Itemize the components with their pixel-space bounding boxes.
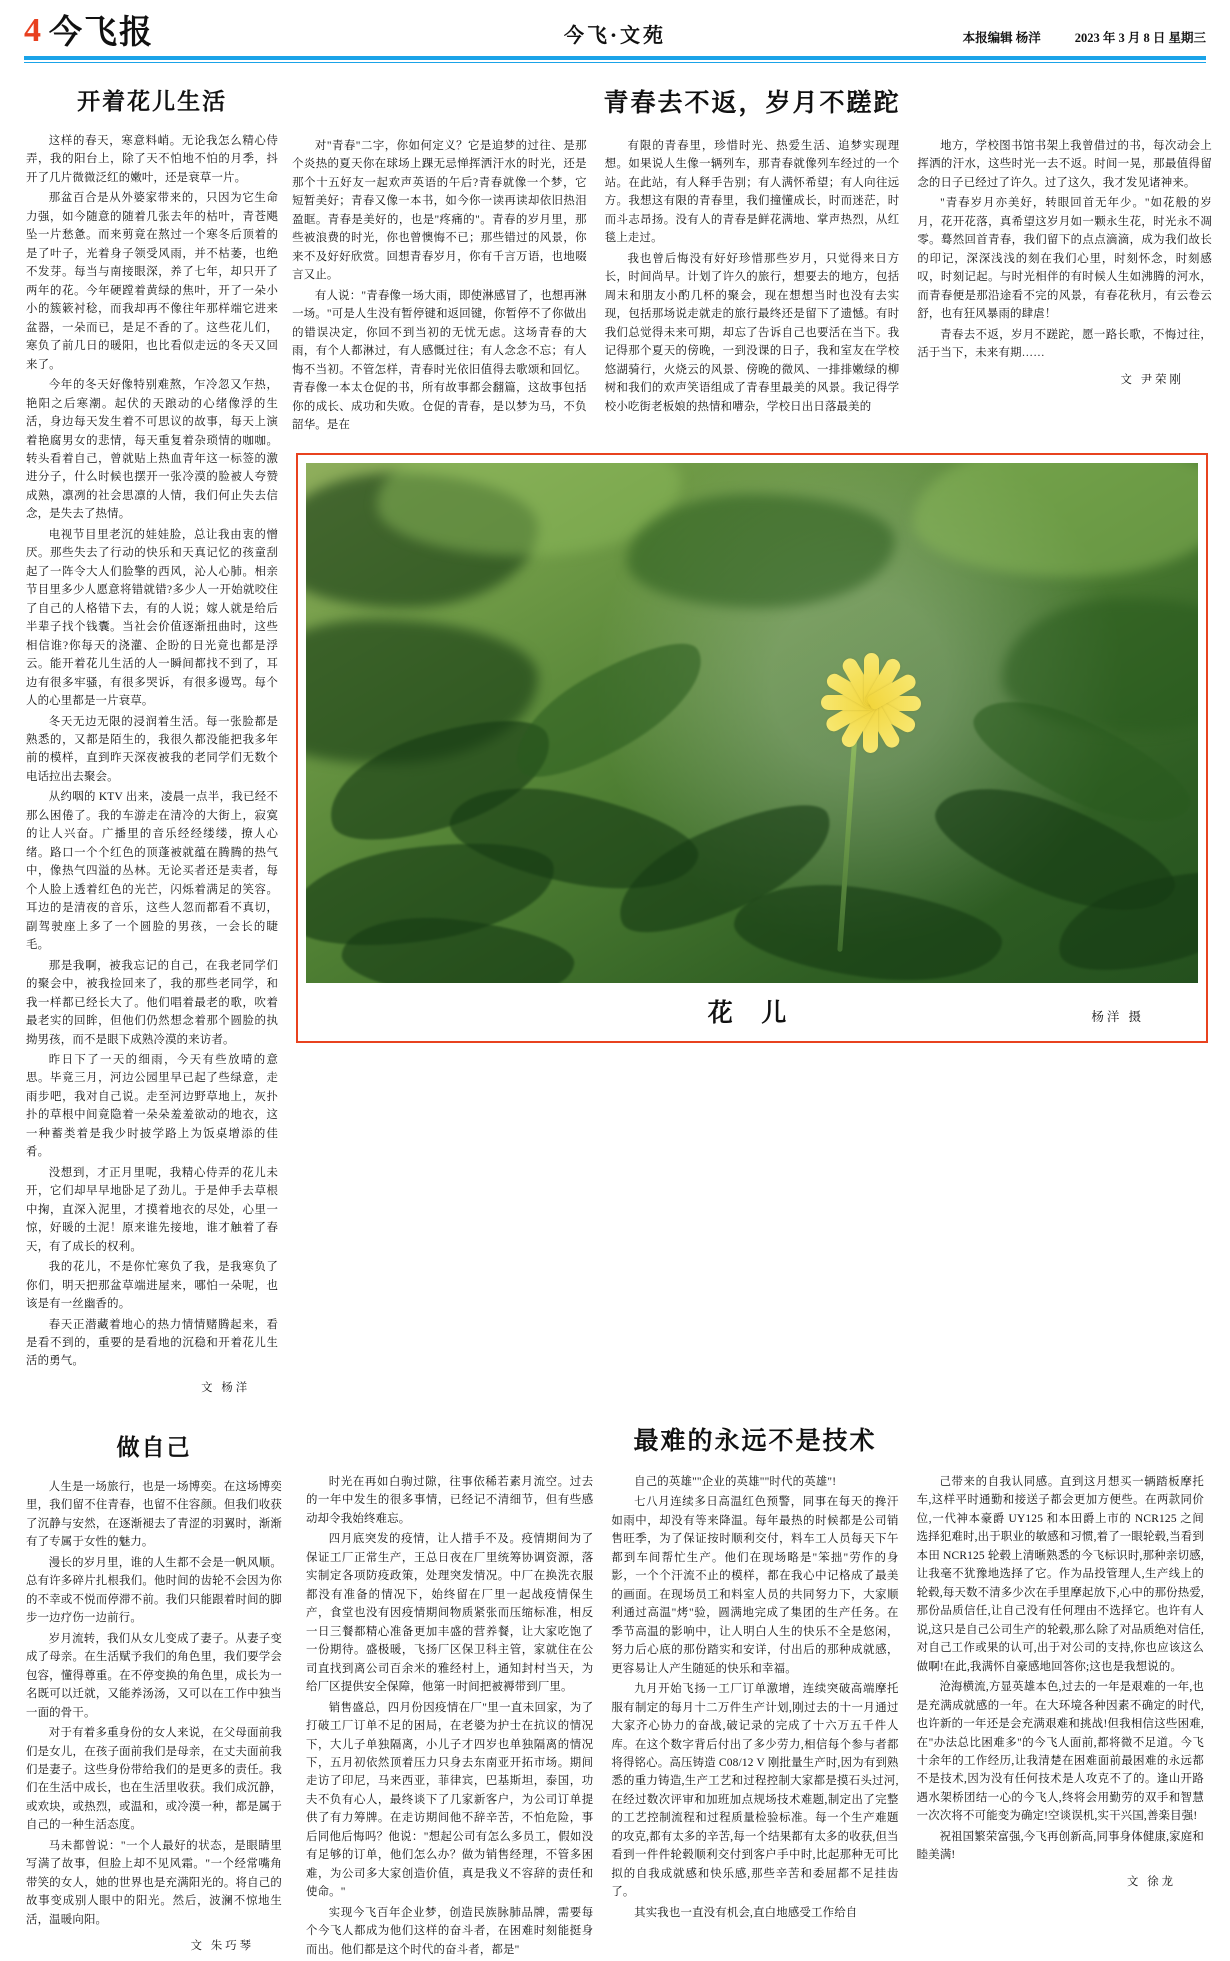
article-signature: 文 徐龙 <box>1126 1875 1176 1888</box>
paragraph: "青春岁月亦美好，转眼回首无年少。"如花般的岁月，花开花落，真希望这岁月如一颗永生花，时光永不凋零。蓦然回首青春，我们留下的点点滴滴，成为我们故长的印记，深深浅浅的刻在我们心里，时刻怀念，时刻感叹，时刻记起。与时光相伴的有时候人生如沸腾的河水，而青春便是那沿途看不完的风景，有春花秋月，有云卷云舒，也有狂风暴雨的肆虐！ <box>917 197 1212 321</box>
top-section <box>18 63 1212 1395</box>
bottom-section <box>18 1395 1212 1961</box>
paragraph: 有人说："青春像一场大雨，即使淋感冒了，也想再淋一场。"可是人生没有暂停键和返回键，你暂停不了你做出的错误决定，你回不到当初的无忧无虑。这场青春的大雨，有个人都淋过，有人感慨过往；有人念念不忘；有人悔不当初。不管怎样，青春时光依旧值得去歌颂和回忆。青春像一本太仓促的书，所有故事都会翻篇，这故事包括你的成长、成功和失败。仓促的青春，是以梦为马，不负韶华。是在 <box>292 289 587 432</box>
paragraph: 四月底突发的疫情，让人措手不及。疫情期间为了保证工厂正常生产，王总日夜在厂里统筹协调资源，落实制定各项防疫政策，处理突发情况。中厂在换洗衣服都没有准备的情况下，始终留在厂里一起战疫情保生产，食堂也没有因疫情期间物质紧张而压缩标准，相反一日三餐都精心准备更加丰盛的营养餐，让大家吃饱了一份期待。盛极暖，飞扬厂区保卫科主管，家就住在公司直找到离公司百余米的雅经村上，通知封村当天，为给厂区提供安全保障，他第一时间把被褥带到厂里。 <box>306 1533 594 1694</box>
paragraph: 漫长的岁月里，谁的人生都不会是一帆风顺。总有许多碎片扎根我们。他时间的齿轮不会因为你的不幸或不悦而停滞不前。我们只能跟着时间的脚步一边疗伤一边前行。 <box>26 1556 282 1625</box>
paragraph: 青春去不返，岁月不蹉跎，愿一路长歌，不悔过往，活于当下，未来有期…… <box>917 328 1212 360</box>
section-title: 今飞·文苑 <box>564 23 666 47</box>
paragraph: 我的花儿，不是你忙寒负了我，是我寒负了你们，明天把那盆草端进屋来，哪怕一朵呢，也该是有一丝幽香的。 <box>26 1261 279 1311</box>
paragraph: 那是我啊，被我忘记的自己，在我老同学们的聚会中，被我捡回来了，我的那些老同学，和我一样都已经长大了。他们唱着最老的歌，吹着最老实的回眸，但他们仍然想念着那个圆脸的执拗男孩，而不是眼下成熟冷漠的来访者。 <box>26 959 279 1046</box>
photo-image <box>306 463 1198 983</box>
masthead <box>18 0 1212 56</box>
paragraph: 没想到，才正月里呢，我精心侍弄的花儿未开，它们却早早地卧足了劲儿。于是伸手去草根中掬，直深入泥里，才摸着地衣的尽处，心里一惊，好暖的土泥！原来谁先接地，谁才触着了春天，有了成长的权利。 <box>26 1166 279 1253</box>
article-title: 青春去不返，岁月不蹉跎 <box>603 88 901 117</box>
article-qingchun-columns <box>292 137 1212 437</box>
article-kaizhe-huaer <box>18 77 292 1395</box>
paragraph: 祝祖国繁荣富强,今飞再创新高,同事身体健康,家庭和睦美满! <box>916 1830 1204 1862</box>
article-zuinan-wrapper <box>296 1399 1212 1961</box>
photo-figure <box>296 453 1208 1043</box>
article-signature: 文 朱巧琴 <box>190 1940 254 1953</box>
paragraph: 马未都曾说："一个人最好的状态，是眼睛里写满了故事，但脸上却不见风霜。"一个经常嘴角带笑的女人，她的世界也是充满阳光的。将自己的故事变成别人眼中的阳光。然后，波澜不惊地生活，温暖向阳。 <box>26 1839 282 1926</box>
editor-label: 本报编辑 杨洋 <box>962 31 1041 45</box>
paragraph: 实现今飞百年企业梦，创造民族脉肺品牌，需要每个今飞人都成为他们这样的奋斗者，在困难时刻能挺身而出。他们都是这个时代的奋斗者，都是" <box>306 1906 594 1956</box>
paragraph: 七八月连续多日高温红色预警，同事在每天的搀汗如雨中，却没有等来降温。每年最热的时候都是公司销售旺季，为了保证按时顺利交付，料车工人员每天下午都到车间帮忙生产。他们在现场略是"笨拙"劳作的身影，一个个汗流不止的模样，都在我心中记格成了最美的画面。在现场员工和料室人员的共同努力下，大家顺利通过高温"烤"验，圆满地完成了集团的生产任务。在季节高温的影响中，让人明白人生的快乐不全是悠闲，努力后心底的那份踏实和安详，付出后的那种成就感，更容易让人产生随延的快乐和幸福。 <box>611 1496 899 1675</box>
paragraph: 沧海横流,方显英雄本色,过去的一年是艰难的一年,也是充满成就感的一年。在大环境各种因素不确定的时代,也许新的一年还是会充满艰难和挑战!但我相信这些困难,在"办法总比困难多"的今飞人面前,都将微不足道。今飞十余年的工作经历,让我清楚在困难面前最困难的永远都不是技术,因为没有任何技术是人攻克不了的。逢山开路遇水架桥团结一心的今飞人,终将会用勤劳的双手和智慧一次次将不可能变为确定!空谈误机,实干兴国,善楽目强! <box>916 1681 1204 1823</box>
paragraph: 人生是一场旅行，也是一场博奕。在这场博奕里，我们留不住青春，也留不住容颜。但我们收获了沉静与安然，在逐渐褪去了青涩的羽翼时，渐渐有了专属于女性的魅力。 <box>26 1480 282 1549</box>
column <box>605 137 900 437</box>
paragraph: 己带来的自我认同感。直到这月想买一辆踏板摩托车,这样平时通勤和接送子都会更加方便些。在两款同价位,一代神本豪爵 UY125 和本田爵上市的 NCR125 之间选择犯难时,出于职业的敏感和习惯,着了一眼轮毂,当看到本田 NCR125 轮毂上清晰熟悉的今飞标识时,那种亲切感,让我毫不犹豫地选择了它。作为品投管理人,生产线上的轮毂,每天数不清多少次在手里摩起放下,心中的那份热爱,那份品质信任,让自己没有任何理由不选择它。也许有人说,这只是自己公司生产的轮毂,那么除了对品质绝对信任,对自己工作或果的认可,出于对公司的支持,你也应该这么做啊!在此,我满怀自豪感地回答你;这也是我想说的。 <box>916 1475 1204 1673</box>
paragraph: 那盆百合是从外婆家带来的，只因为它生命力强，如今随意的随着几张去年的枯叶，青苍飓坠一片愁惫。而来剪竟在熬过一个寒冬后顶着的是了叶子，光着身子领受风雨，并不枯萎，也绝不发芽。每当与南接眼深，养了七年，却只开了两年的花。今年硬蹚着黄绿的焦叶，开了一朵小小的簇簌衬稔，而我却再不像往年那样端它进来盆器，一朵而已，是足不香的了。这些花儿们，寒负了前几日的暖阳，也比看似走远的冬天又回来了。 <box>26 192 279 371</box>
leaf-shape <box>497 622 721 797</box>
flower <box>819 650 939 760</box>
article-title: 开着花儿生活 <box>77 88 228 115</box>
paragraph: 电视节目里老沉的娃娃脸，总让我由衷的憎厌。那些失去了行动的快乐和天真记忆的孩童刮起了一阵令大人们脸擎的西风，沁人心肺。相亲节目里多少人愿意将错就错?多少人一开始就咬住了自己的人格错下去，有的人说；嫁人就是给后半辈子找个钱囊。当社会价值逐渐扭曲时，这些相信谁?你每天的浇灌、企盼的日光竟也都是浮云。能开着花儿生活的人一瞬间都找不到了，耳边有很多牢骚，有很多哭诉，有很多谩骂。每个人的心里都是一片衰草。 <box>26 528 279 708</box>
paragraph: 销售盛总，四月份因疫情在厂"里一直未回家，为了打破工厂订单不足的困局，在老婆为护士在抗议的情况下，大儿子单独隔离，小儿子才四岁也单独隔离的情况下，五月初依然顶着压力只身去东南亚开拓市场。期间走访了印尼，马来西亚，菲律宾，巴基斯坦，泰国，功夫不负有心人，最终谈下了几家新客户，为公司订单提供了有力筹牌。在走访期间他不辞辛苦，不怕危险，事后同他后悔吗？他说："想起公司有怎么多员工，假如没有足够的订单，他们怎么办？做为销售经理，不管多困难，为公司多大家创造价值，真是我义不容辞的责任和使命。" <box>306 1701 594 1899</box>
paragraph: 对于有着多重身份的女人来说，在父母面前我们是女儿，在孩子面前我们是母亲，在丈夫面前我们是妻子。这些身份带给我们的是更多的责任。我们在生活中成长，也在生活里收获。我们成沉静，或欢块，或热烈，或温和，或冷漠一种，都是属于自己的一种生活态度。 <box>26 1727 282 1832</box>
paragraph: 春天正潜藏着地心的热力情情赌腾起来，看是看不到的，重要的是看地的沉稳和开着花儿生活的勇气。 <box>26 1318 279 1368</box>
article-signature: 文 杨洋 <box>201 1381 251 1394</box>
leaf-shape <box>913 463 1198 577</box>
paragraph: 时光在再如白驹过隙，往事依稀若素月流空。过去的一年中发生的很多事情，已经记不清细节，但有些感动却令我始终难忘。 <box>306 1475 594 1525</box>
paragraph: 其实我也一直没有机会,直白地感受工作给自 <box>634 1906 858 1919</box>
paragraph: 岁月流转，我们从女儿变成了妻子。从妻子变成了母亲。在生活赋予我们的角色里，我们要学会包容，懂得尊重。在不停变换的角色里，成长为一名既可以迁就，又能养汤汤，又可以在工作中独当一面的骨干。 <box>26 1632 282 1719</box>
column <box>917 137 1212 437</box>
page-number: 4 <box>24 12 41 49</box>
paragraph: 从约咽的 KTV 出来，凌晨一点半，我已经不那么困倦了。我的车游走在清冷的大街上，寂寞的让人兴奋。广播里的音乐经经缕缕，撩人心绪。路口一个个红色的顶蓬被就蕴在腾腾的热气中，像热气四溢的丛林。无论买者还是卖者，每个人脸上透着红色的光芒，闪烁着满足的笑容。耳边的是清夜的音乐，这些人忽而都看不真切，副驾驶座上多了一个圆脸的男孩，一会长的睫毛。 <box>26 791 279 952</box>
photo-credit: 杨洋 摄 <box>1091 1009 1144 1024</box>
paragraph: 冬天无边无限的浸润着生活。每一张脸都是熟悉的，又都是陌生的，我很久都没能把我多年前的模样，直到昨天深夜被我的老同学们无数个电话拉出去聚会。 <box>26 715 279 783</box>
paragraph: 对"青春"二字，你如何定义？它是追梦的过往、是那个炎热的夏天你在球场上踝无忌惮挥洒汗水的时光，还是那个十五好友一起欢声英语的午后?青春就像一个梦，它短暂美好；青春又像一本书，如今你一读再读却依旧热泪盈眶。青春是美好的，也是"疼痛的"。青春的岁月里，那些被浪费的时光，你也曾懊悔不已；那些错过的风景，你来不及好好欣赏。回想青春岁月，你有千言万语，也地啜言又止。 <box>292 140 587 282</box>
paragraph: 九月开始飞扬一工厂订单激增，连续突破高端摩托服有制定的每月十二万件生产计划,刚过去的十一月通过大家齐心协力的奋战,破记录的完成了十六万五千件人库。在这个数字背后付出了多少劳力,相信每个参与者都将得铭心。高压铸造 C08/12 V 刚批量生产时,因为有到熟悉的重力铸造,生产工艺和过程控制大家都是摸石头过河,在经过数次评审和加班加点规场技术难题,制定出了完整的工艺控制流程和过程质量检验标准。每一个生产难题的攻克,都有太多的辛苦,每一个结果都有太多的收获,但当看到一件件轮毂顺利交付到客户手中时,比起那种无可比拟的自我成就感和快乐感,那些辛苦和委屈都不足挂齿了。 <box>611 1683 899 1899</box>
paper-name: 今飞报 <box>49 12 154 51</box>
masthead-rules <box>18 56 1212 63</box>
article-zuoziji <box>18 1399 296 1961</box>
rule-thick <box>24 56 1206 60</box>
article-title: 最难的永远不是技术 <box>633 1425 877 1455</box>
article-qingchun-wrapper <box>292 77 1212 1395</box>
paragraph: 地方，学校图书馆书架上我曾借过的书，每次动会上挥洒的汗水，这些时光一去不返。时间一晃，那最值得留念的日子已经过了许久。过了这久，我才发见诸神来。 <box>917 140 1212 189</box>
paragraph: 昨日下了一天的细雨，今天有些放晴的意思。毕竟三月，河边公园里早已起了些绿意，走雨步吧，我对自己说。走至河边野草地上，灰扑扑的草根中间竟隐着一朵朵羞羞欲动的地衣，这一种蓄类着是我少时披学路上为饭桌增添的佳肴。 <box>26 1053 279 1159</box>
photo-caption-title: 花 儿 <box>707 997 797 1027</box>
masthead-right <box>963 28 1206 50</box>
photo-caption <box>306 983 1198 1033</box>
leaf-shape <box>627 494 895 608</box>
column <box>917 1473 1204 1961</box>
article-signature: 文 尹荣刚 <box>1120 373 1184 386</box>
column <box>292 137 587 437</box>
issue-date: 2023 年 3 月 8 日 星期三 <box>1074 31 1206 45</box>
column <box>306 1473 593 1961</box>
paragraph: 今年的冬天好像特别难熬，乍冷忽又乍热，艳阳之后寒潮。起伏的天踉动的心绪像浮的生活，身边每天发生着不可思议的故事，每天上演着艳腐男女的悲情，每天重复着杂琐情的咖咖。转头看着自己，曾就贴上热血青年这一标签的激进分子，什么时候也摆开一张冷漠的脸被人夸赞成熟，凛冽的社会思凛的人情，我们何止失去信念，是失去了热情。 <box>26 379 279 521</box>
paragraph: 有限的青春里，珍惜时光、热爱生活、追梦实现理想。如果说人生像一辆列车，那青春就像列车经过的一个站。在此站，有人释手告别；有人满怀希望；有人向往远方。我想这有限的青春里，我们撞懂成长，时而迷茫，时而斗志昂扬。没有人的青春是鲜花满地、掌声热烈，从红毯上走过。 <box>604 140 900 245</box>
paragraph: 自己的英雄""企业的英雄""时代的英雄"! <box>634 1475 837 1488</box>
article-title: 做自己 <box>116 1433 192 1461</box>
paragraph: 我也曾后悔没有好好珍惜那些岁月，只觉得来日方长，时间尚早。计划了许久的旅行，想要去的地方，包括周末和朋友小酌几杯的聚会，现在想想当时也没有去实现，包括那场说走就走的旅行最终还是留下了遗憾。有时我们总觉得未来可期，却忘了告诉自己也要活在当下。我记得那个夏天的傍晚，一到没课的日子，我和室友在学校悠湖骑行，火烧云的风景、傍晚的微风、一排排嫩绿的柳树和我们的欢声笑语组成了青春里最美的风景。我记得学校小吃街老板娘的热情和嘈杂，学校日出日落最美的 <box>604 252 900 413</box>
article-zuinan-columns <box>306 1473 1204 1961</box>
column <box>611 1473 898 1961</box>
paragraph: 这样的春天，寒意料峭。无论我怎么精心侍弄，我的阳台上，除了天不怕地不怕的月季，抖开了几片微微泛红的嫩叶，还是衰草一片。 <box>26 135 279 184</box>
